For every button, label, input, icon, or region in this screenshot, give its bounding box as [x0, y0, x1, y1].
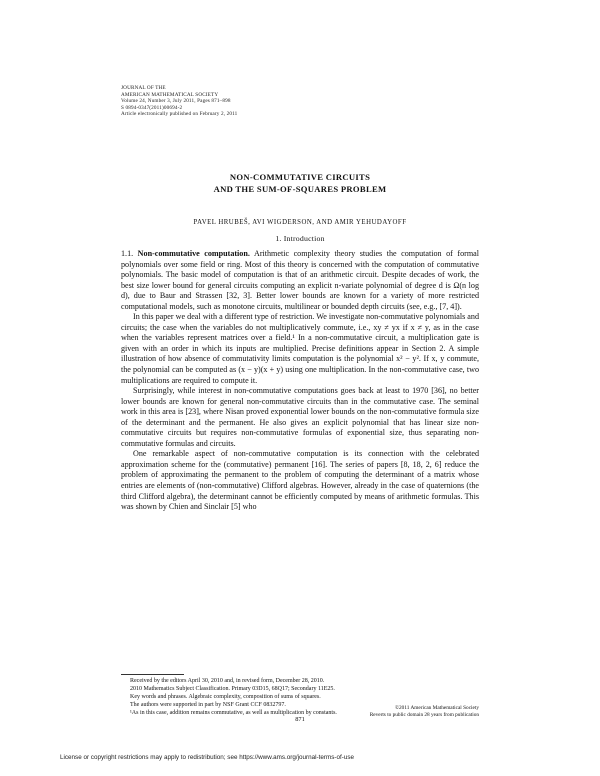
copyright-line1: ©2011 American Mathematical Society	[395, 705, 479, 711]
paragraph-2: In this paper we deal with a different type of restriction. We investigate non-commutative polynomials and circuits; the case when the variables do not multiplicatively commute, i.e., xy ≠ yx if x ≠ y, as in the case when the variables represent matrices over a field.¹ In a non-commutative circuit, a multiplication gate is given with an order in which its inputs are multiplied. Precise definitions appear in Section 2. A simple illustration of how absence of commutativity limits computation is the polynomial x² − y². If x, y commute, the polynomial can be computed as (x − y)(x + y) using one multiplication. In the non-commutative case, two multiplications are required to compute it.	[121, 312, 479, 385]
footnote-msc: 2010 Mathematics Subject Classification. Primary 03D15, 68Q17; Secondary 11E25.	[130, 685, 335, 692]
journal-volume: Volume 24, Number 3, July 2011, Pages 871–898	[121, 98, 231, 105]
footnote-1: ¹As in this case, addition remains commutative, as well as multiplication by constants.	[130, 709, 337, 716]
copyright-line2: Reverts to public domain 28 years from publication	[369, 711, 479, 718]
body-text	[121, 249, 479, 513]
journal-published: Article electronically published on February 2, 2011	[121, 111, 238, 118]
title-line2: AND THE SUM-OF-SQUARES PROBLEM	[213, 184, 387, 194]
journal-header	[121, 85, 237, 118]
paragraph-1	[121, 249, 479, 312]
subsection-heading: Non-commutative computation.	[137, 249, 250, 258]
paragraph-4: One remarkable aspect of non-commutative computation is its connection with the celebrated approximation scheme for the (commutative) permanent [16]. The series of papers [8, 18, 2, 6] reduce the problem of approximating the permanent to the problem of computing the determinant of a matrix whose entries are elements of (non-commutative) Clifford algebras. However, already in the case of quaternions (the third Clifford algebra), the determinant cannot be efficiently computed by means of arithmetic formulas. This was shown by Chien and Sinclair [5] who	[121, 449, 479, 512]
paragraph-3: Surprisingly, while interest in non-commutative computations goes back at least to 1970 [36], no better lower bounds are known for general non-commutative circuits than in the commutative case. The seminal work in this area is [23], where Nisan proved exponential lower bounds on the non-commutative formula size of the determinant and the permanent. He also gives an explicit polynomial that has linear size non-commutative circuits but requires non-commutative formulas of exponential size, thus separating non-commutative formulas and circuits.	[121, 386, 479, 448]
section-heading: 1. Introduction	[275, 234, 325, 243]
footnote-divider	[121, 674, 184, 675]
paragraph-1-text: Arithmetic complexity theory studies the computation of formal polynomials over some field or ring. Most of this theory is concerned with the computation of commutative polynomials. The basic model of computation is that of an arithmetic circuit. Despite decades of work, the best size lower bound for general circuits computing an explicit n-variate polynomial of degree d is Ω(n log d), due to Baur and Strassen [32, 3]. Better lower bounds are known for a variety of more restricted computational models, such as monotone circuits, multilinear or bounded depth circuits (see, e.g., [7, 4]).	[121, 249, 479, 311]
subsection-number: 1.1.	[121, 249, 134, 258]
journal-name-line1: JOURNAL OF THE	[121, 85, 166, 91]
footnote-keywords: Key words and phrases. Algebraic complexity, composition of sums of squares.	[130, 693, 321, 700]
footnote-support: The authors were supported in part by NSF Grant CCF 0832797.	[130, 701, 286, 708]
paper-authors: PAVEL HRUBEŠ, AVI WIGDERSON, AND AMIR YEHUDAYOFF	[193, 219, 407, 226]
journal-name-line2: AMERICAN MATHEMATICAL SOCIETY	[121, 91, 219, 98]
paper-title	[0, 171, 600, 195]
journal-issn: S 0894-0347(2011)00694-2	[121, 104, 183, 111]
license-footer[interactable]: License or copyright restrictions may apply to redistribution; see https://www.ams.org/journal-terms-of-use	[60, 754, 354, 761]
title-line1: NON-COMMUTATIVE CIRCUITS	[229, 172, 371, 182]
page-number: 871	[295, 716, 305, 723]
footnote-received: Received by the editors April 30, 2010 and, in revised form, December 28, 2010.	[130, 678, 325, 684]
